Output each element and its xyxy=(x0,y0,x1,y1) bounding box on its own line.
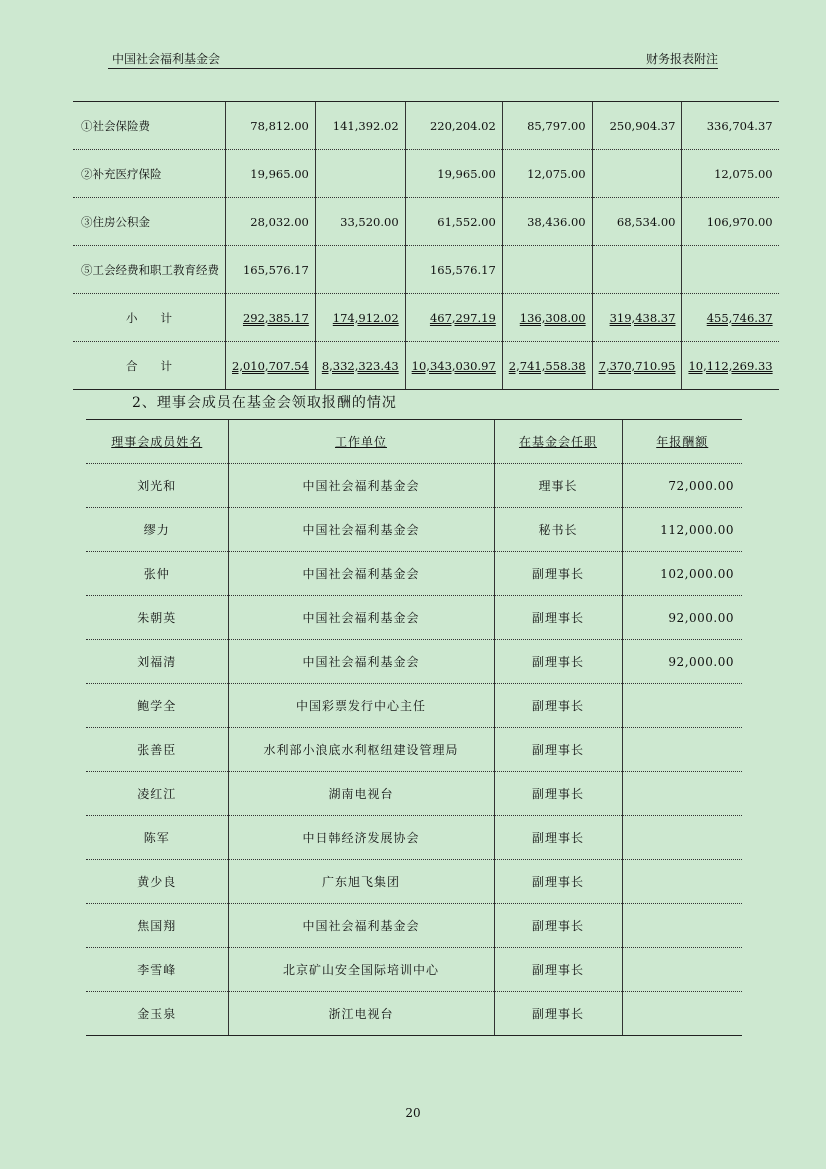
table-row xyxy=(86,860,742,904)
header-member-name: 理事会成员姓名 xyxy=(86,420,228,464)
header-org-name: 中国社会福利基金会 xyxy=(112,52,221,66)
table-row xyxy=(86,684,742,728)
work-unit-cell: 中国社会福利基金会 xyxy=(228,596,494,640)
annual-pay-cell: 102,000.00 xyxy=(622,552,742,596)
table-cell: 12,075.00 xyxy=(502,150,592,198)
table-cell: 106,970.00 xyxy=(682,198,779,246)
table-cell: 250,904.37 xyxy=(592,102,682,150)
table-cell: 10,343,030.97 xyxy=(405,342,502,390)
table-cell: 319,438.37 xyxy=(592,294,682,342)
position-cell: 副理事长 xyxy=(494,728,622,772)
header-position: 在基金会任职 xyxy=(494,420,622,464)
work-unit-cell: 浙江电视台 xyxy=(228,992,494,1036)
table-row xyxy=(86,464,742,508)
position-cell: 副理事长 xyxy=(494,552,622,596)
member-name-cell: 张仲 xyxy=(86,552,228,596)
row-label: ①社会保险费 xyxy=(73,102,226,150)
table-row xyxy=(86,728,742,772)
row-label: ②补充医疗保险 xyxy=(73,150,226,198)
header-doc-title: 财务报表附注 xyxy=(645,52,718,66)
work-unit-cell: 湖南电视台 xyxy=(228,772,494,816)
annual-pay-cell xyxy=(622,948,742,992)
position-cell: 副理事长 xyxy=(494,948,622,992)
annual-pay-cell: 92,000.00 xyxy=(622,640,742,684)
table-cell: 19,965.00 xyxy=(226,150,316,198)
table-cell: 68,534.00 xyxy=(592,198,682,246)
table-cell xyxy=(682,246,779,294)
table-cell: 220,204.02 xyxy=(405,102,502,150)
page-header xyxy=(108,50,718,69)
annual-pay-cell xyxy=(622,772,742,816)
table-row xyxy=(86,640,742,684)
table-row xyxy=(86,596,742,640)
table-cell: 33,520.00 xyxy=(315,198,405,246)
row-label: ⑤工会经费和职工教育经费 xyxy=(73,246,226,294)
row-label: 合 计 xyxy=(73,342,226,390)
table-row xyxy=(86,992,742,1036)
table-cell: 8,332,323.43 xyxy=(315,342,405,390)
table-cell: 467,297.19 xyxy=(405,294,502,342)
annual-pay-cell xyxy=(622,728,742,772)
board-compensation-table xyxy=(86,419,742,1036)
position-cell: 副理事长 xyxy=(494,904,622,948)
table-cell: 165,576.17 xyxy=(226,246,316,294)
table-row xyxy=(86,816,742,860)
member-name-cell: 焦国翔 xyxy=(86,904,228,948)
table-header-row xyxy=(86,420,742,464)
section-title: 2、理事会成员在基金会领取报酬的情况 xyxy=(132,395,397,411)
position-cell: 副理事长 xyxy=(494,640,622,684)
table-cell xyxy=(315,150,405,198)
table-row xyxy=(86,948,742,992)
member-name-cell: 金玉泉 xyxy=(86,992,228,1036)
member-name-cell: 朱朝英 xyxy=(86,596,228,640)
table-cell: 336,704.37 xyxy=(682,102,779,150)
table-cell: 12,075.00 xyxy=(682,150,779,198)
annual-pay-cell xyxy=(622,860,742,904)
member-name-cell: 刘光和 xyxy=(86,464,228,508)
row-label: ③住房公积金 xyxy=(73,198,226,246)
member-name-cell: 缪力 xyxy=(86,508,228,552)
table-cell: 455,746.37 xyxy=(682,294,779,342)
work-unit-cell: 中国社会福利基金会 xyxy=(228,464,494,508)
member-name-cell: 陈军 xyxy=(86,816,228,860)
work-unit-cell: 广东旭飞集团 xyxy=(228,860,494,904)
table-cell: 2,010,707.54 xyxy=(226,342,316,390)
member-name-cell: 凌红江 xyxy=(86,772,228,816)
member-name-cell: 张善臣 xyxy=(86,728,228,772)
table-cell xyxy=(592,246,682,294)
annual-pay-cell: 112,000.00 xyxy=(622,508,742,552)
table-row xyxy=(73,102,779,150)
position-cell: 秘书长 xyxy=(494,508,622,552)
position-cell: 副理事长 xyxy=(494,684,622,728)
row-label: 小 计 xyxy=(73,294,226,342)
table-row xyxy=(73,246,779,294)
annual-pay-cell: 92,000.00 xyxy=(622,596,742,640)
member-name-cell: 鲍学全 xyxy=(86,684,228,728)
annual-pay-cell xyxy=(622,816,742,860)
work-unit-cell: 中国社会福利基金会 xyxy=(228,552,494,596)
table-cell: 10,112,269.33 xyxy=(682,342,779,390)
expense-table xyxy=(73,101,779,390)
position-cell: 副理事长 xyxy=(494,860,622,904)
position-cell: 副理事长 xyxy=(494,772,622,816)
work-unit-cell: 北京矿山安全国际培训中心 xyxy=(228,948,494,992)
table-cell xyxy=(502,246,592,294)
table-cell: 78,812.00 xyxy=(226,102,316,150)
table-row xyxy=(73,150,779,198)
table-row xyxy=(73,342,779,390)
position-cell: 副理事长 xyxy=(494,596,622,640)
member-name-cell: 黄少良 xyxy=(86,860,228,904)
table-cell: 28,032.00 xyxy=(226,198,316,246)
member-name-cell: 刘福清 xyxy=(86,640,228,684)
work-unit-cell: 中国社会福利基金会 xyxy=(228,640,494,684)
position-cell: 副理事长 xyxy=(494,992,622,1036)
annual-pay-cell xyxy=(622,992,742,1036)
work-unit-cell: 中国彩票发行中心主任 xyxy=(228,684,494,728)
table-cell: 165,576.17 xyxy=(405,246,502,294)
annual-pay-cell xyxy=(622,904,742,948)
table-row xyxy=(86,904,742,948)
table-cell: 2,741,558.38 xyxy=(502,342,592,390)
work-unit-cell: 中日韩经济发展协会 xyxy=(228,816,494,860)
page-number: 20 xyxy=(405,1106,421,1120)
position-cell: 理事长 xyxy=(494,464,622,508)
table-cell: 38,436.00 xyxy=(502,198,592,246)
table-cell: 174,912.02 xyxy=(315,294,405,342)
member-name-cell: 李雪峰 xyxy=(86,948,228,992)
table-cell: 141,392.02 xyxy=(315,102,405,150)
table-cell xyxy=(592,150,682,198)
table-cell: 85,797.00 xyxy=(502,102,592,150)
table-row xyxy=(73,294,779,342)
table-row xyxy=(86,772,742,816)
table-row xyxy=(86,552,742,596)
table-cell: 61,552.00 xyxy=(405,198,502,246)
work-unit-cell: 中国社会福利基金会 xyxy=(228,508,494,552)
table-cell: 136,308.00 xyxy=(502,294,592,342)
table-row xyxy=(86,508,742,552)
position-cell: 副理事长 xyxy=(494,816,622,860)
table-cell xyxy=(315,246,405,294)
header-work-unit: 工作单位 xyxy=(228,420,494,464)
annual-pay-cell xyxy=(622,684,742,728)
header-annual-pay: 年报酬额 xyxy=(622,420,742,464)
work-unit-cell: 中国社会福利基金会 xyxy=(228,904,494,948)
annual-pay-cell: 72,000.00 xyxy=(622,464,742,508)
table-cell: 7,370,710.95 xyxy=(592,342,682,390)
work-unit-cell: 水利部小浪底水利枢纽建设管理局 xyxy=(228,728,494,772)
table-cell: 292,385.17 xyxy=(226,294,316,342)
table-cell: 19,965.00 xyxy=(405,150,502,198)
table-row xyxy=(73,198,779,246)
